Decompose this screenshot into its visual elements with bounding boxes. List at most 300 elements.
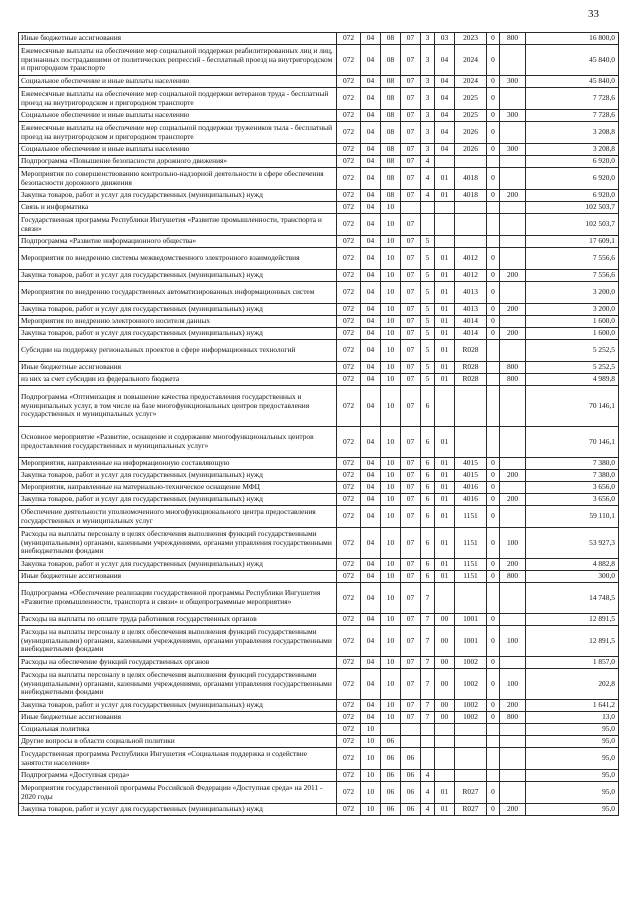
event-code-cell bbox=[435, 386, 455, 427]
program-code-cell: 06 bbox=[401, 804, 421, 816]
subsection-code-cell: 10 bbox=[381, 236, 401, 248]
program-code-cell: 07 bbox=[401, 657, 421, 669]
flag-code-cell: 0 bbox=[487, 88, 500, 110]
admin-code-cell: 072 bbox=[337, 45, 361, 76]
direction-code-cell: 2025 bbox=[455, 88, 487, 110]
program-code-cell: 07 bbox=[401, 156, 421, 168]
expense-type-cell bbox=[500, 156, 526, 168]
program-code-cell: 07 bbox=[401, 559, 421, 571]
direction-code-cell bbox=[455, 583, 487, 614]
direction-code-cell: 4013 bbox=[455, 304, 487, 316]
direction-code-cell: 4016 bbox=[455, 494, 487, 506]
flag-code-cell: 0 bbox=[487, 782, 500, 804]
expense-type-cell bbox=[500, 88, 526, 110]
event-code-cell: 01 bbox=[435, 559, 455, 571]
table-row bbox=[19, 482, 619, 494]
event-code-cell: 01 bbox=[435, 804, 455, 816]
expense-type-cell: 300 bbox=[500, 110, 526, 122]
section-code-cell: 04 bbox=[361, 282, 381, 304]
direction-code-cell: R028 bbox=[455, 374, 487, 386]
subsection-code-cell: 10 bbox=[381, 559, 401, 571]
direction-code-cell bbox=[455, 156, 487, 168]
amount-cell: 300,0 bbox=[526, 571, 619, 583]
program-code-cell bbox=[401, 736, 421, 748]
admin-code-cell: 072 bbox=[337, 340, 361, 362]
row-name-cell: Закупка товаров, работ и услуг для государственных (муниципальных) нужд bbox=[19, 328, 337, 340]
expense-type-cell: 300 bbox=[500, 76, 526, 88]
admin-code-cell: 072 bbox=[337, 626, 361, 657]
amount-cell: 4 989,8 bbox=[526, 374, 619, 386]
flag-code-cell bbox=[487, 748, 500, 770]
event-code-cell: 01 bbox=[435, 270, 455, 282]
section-code-cell: 04 bbox=[361, 45, 381, 76]
admin-code-cell: 072 bbox=[337, 427, 361, 458]
section-code-cell: 04 bbox=[361, 494, 381, 506]
section-code-cell: 04 bbox=[361, 458, 381, 470]
subprogram-code-cell: 7 bbox=[421, 712, 435, 724]
subprogram-code-cell: 6 bbox=[421, 470, 435, 482]
expense-type-cell: 300 bbox=[500, 144, 526, 156]
table-row bbox=[19, 427, 619, 458]
flag-code-cell bbox=[487, 770, 500, 782]
program-code-cell: 07 bbox=[401, 458, 421, 470]
program-code-cell: 07 bbox=[401, 282, 421, 304]
event-code-cell: 01 bbox=[435, 374, 455, 386]
event-code-cell: 00 bbox=[435, 700, 455, 712]
table-row bbox=[19, 770, 619, 782]
flag-code-cell: 0 bbox=[487, 528, 500, 559]
expense-type-cell: 800 bbox=[500, 33, 526, 45]
row-name-cell: Закупка товаров, работ и услуг для государственных (муниципальных) нужд bbox=[19, 470, 337, 482]
row-name-cell: Закупка товаров, работ и услуг для государственных (муниципальных) нужд bbox=[19, 270, 337, 282]
amount-cell: 6 920,0 bbox=[526, 156, 619, 168]
direction-code-cell: 4014 bbox=[455, 316, 487, 328]
amount-cell: 6 920,0 bbox=[526, 168, 619, 190]
row-name-cell: Мероприятия, направленные на информационную составляющую bbox=[19, 458, 337, 470]
section-code-cell: 04 bbox=[361, 33, 381, 45]
table-row bbox=[19, 316, 619, 328]
flag-code-cell bbox=[487, 583, 500, 614]
subprogram-code-cell: 6 bbox=[421, 458, 435, 470]
section-code-cell: 04 bbox=[361, 506, 381, 528]
section-code-cell: 04 bbox=[361, 427, 381, 458]
event-code-cell bbox=[435, 214, 455, 236]
direction-code-cell bbox=[455, 724, 487, 736]
amount-cell: 3 208,8 bbox=[526, 122, 619, 144]
direction-code-cell: 1001 bbox=[455, 614, 487, 626]
section-code-cell: 04 bbox=[361, 328, 381, 340]
expense-type-cell: 200 bbox=[500, 470, 526, 482]
subprogram-code-cell: 3 bbox=[421, 33, 435, 45]
table-row bbox=[19, 700, 619, 712]
direction-code-cell: R028 bbox=[455, 362, 487, 374]
section-code-cell: 04 bbox=[361, 190, 381, 202]
event-code-cell: 01 bbox=[435, 494, 455, 506]
table-row bbox=[19, 76, 619, 88]
subsection-code-cell: 10 bbox=[381, 700, 401, 712]
flag-code-cell: 0 bbox=[487, 270, 500, 282]
amount-cell: 1 600,0 bbox=[526, 328, 619, 340]
event-code-cell: 01 bbox=[435, 482, 455, 494]
flag-code-cell bbox=[487, 427, 500, 458]
admin-code-cell: 072 bbox=[337, 782, 361, 804]
direction-code-cell: 1001 bbox=[455, 626, 487, 657]
program-code-cell: 07 bbox=[401, 482, 421, 494]
row-name-cell: Связь и информатика bbox=[19, 202, 337, 214]
expense-type-cell bbox=[500, 202, 526, 214]
program-code-cell: 07 bbox=[401, 76, 421, 88]
subprogram-code-cell: 7 bbox=[421, 669, 435, 700]
admin-code-cell: 072 bbox=[337, 316, 361, 328]
admin-code-cell: 072 bbox=[337, 482, 361, 494]
section-code-cell: 04 bbox=[361, 657, 381, 669]
expense-type-cell: 100 bbox=[500, 528, 526, 559]
program-code-cell: 07 bbox=[401, 144, 421, 156]
section-code-cell: 04 bbox=[361, 712, 381, 724]
flag-code-cell: 0 bbox=[487, 657, 500, 669]
direction-code-cell bbox=[455, 770, 487, 782]
section-code-cell: 04 bbox=[361, 626, 381, 657]
event-code-cell bbox=[435, 748, 455, 770]
subsection-code-cell: 08 bbox=[381, 122, 401, 144]
direction-code-cell: R028 bbox=[455, 340, 487, 362]
amount-cell: 1 641,2 bbox=[526, 700, 619, 712]
admin-code-cell: 072 bbox=[337, 657, 361, 669]
event-code-cell: 01 bbox=[435, 168, 455, 190]
event-code-cell: 01 bbox=[435, 470, 455, 482]
section-code-cell: 10 bbox=[361, 736, 381, 748]
subprogram-code-cell: 7 bbox=[421, 700, 435, 712]
event-code-cell: 01 bbox=[435, 190, 455, 202]
subprogram-code-cell: 7 bbox=[421, 583, 435, 614]
table-row bbox=[19, 374, 619, 386]
section-code-cell: 04 bbox=[361, 270, 381, 282]
subsection-code-cell: 10 bbox=[381, 270, 401, 282]
direction-code-cell: 4015 bbox=[455, 470, 487, 482]
flag-code-cell: 0 bbox=[487, 76, 500, 88]
table-row bbox=[19, 528, 619, 559]
section-code-cell: 04 bbox=[361, 144, 381, 156]
row-name-cell: Социальная политика bbox=[19, 724, 337, 736]
direction-code-cell bbox=[455, 386, 487, 427]
admin-code-cell: 072 bbox=[337, 458, 361, 470]
table-row bbox=[19, 362, 619, 374]
event-code-cell: 01 bbox=[435, 782, 455, 804]
section-code-cell: 04 bbox=[361, 236, 381, 248]
flag-code-cell: 0 bbox=[487, 614, 500, 626]
program-code-cell: 06 bbox=[401, 782, 421, 804]
admin-code-cell: 072 bbox=[337, 282, 361, 304]
flag-code-cell: 0 bbox=[487, 248, 500, 270]
subprogram-code-cell: 6 bbox=[421, 506, 435, 528]
section-code-cell: 10 bbox=[361, 804, 381, 816]
program-code-cell: 07 bbox=[401, 248, 421, 270]
expense-type-cell bbox=[500, 427, 526, 458]
subprogram-code-cell: 6 bbox=[421, 482, 435, 494]
subsection-code-cell: 10 bbox=[381, 583, 401, 614]
section-code-cell: 04 bbox=[361, 583, 381, 614]
subsection-code-cell: 08 bbox=[381, 168, 401, 190]
flag-code-cell: 0 bbox=[487, 482, 500, 494]
program-code-cell: 07 bbox=[401, 88, 421, 110]
event-code-cell: 00 bbox=[435, 614, 455, 626]
direction-code-cell bbox=[455, 202, 487, 214]
expense-type-cell: 200 bbox=[500, 190, 526, 202]
row-name-cell: Иные бюджетные ассигнования bbox=[19, 571, 337, 583]
amount-cell: 7 556,6 bbox=[526, 248, 619, 270]
program-code-cell: 07 bbox=[401, 362, 421, 374]
amount-cell: 14 748,5 bbox=[526, 583, 619, 614]
row-name-cell: Социальное обеспечение и иные выплаты населению bbox=[19, 76, 337, 88]
subprogram-code-cell: 7 bbox=[421, 626, 435, 657]
direction-code-cell: 4018 bbox=[455, 168, 487, 190]
table-row bbox=[19, 236, 619, 248]
direction-code-cell: R027 bbox=[455, 782, 487, 804]
admin-code-cell: 072 bbox=[337, 669, 361, 700]
row-name-cell: Мероприятия по совершенствованию контрольно-надзорной деятельности в сфере обеспечения безопасности дорожного движения bbox=[19, 168, 337, 190]
subsection-code-cell: 10 bbox=[381, 470, 401, 482]
event-code-cell: 01 bbox=[435, 458, 455, 470]
subprogram-code-cell: 3 bbox=[421, 110, 435, 122]
program-code-cell: 07 bbox=[401, 122, 421, 144]
row-name-cell: Подпрограмма «Доступная среда» bbox=[19, 770, 337, 782]
section-code-cell: 10 bbox=[361, 724, 381, 736]
amount-cell: 16 800,0 bbox=[526, 33, 619, 45]
expense-type-cell bbox=[500, 340, 526, 362]
admin-code-cell: 072 bbox=[337, 270, 361, 282]
section-code-cell: 04 bbox=[361, 559, 381, 571]
section-code-cell: 04 bbox=[361, 122, 381, 144]
flag-code-cell: 0 bbox=[487, 168, 500, 190]
flag-code-cell: 0 bbox=[487, 804, 500, 816]
table-row bbox=[19, 657, 619, 669]
amount-cell: 17 609,1 bbox=[526, 236, 619, 248]
subprogram-code-cell: 5 bbox=[421, 248, 435, 270]
event-code-cell: 01 bbox=[435, 571, 455, 583]
admin-code-cell: 072 bbox=[337, 33, 361, 45]
program-code-cell: 07 bbox=[401, 190, 421, 202]
admin-code-cell: 072 bbox=[337, 190, 361, 202]
expense-type-cell bbox=[500, 657, 526, 669]
table-row bbox=[19, 736, 619, 748]
event-code-cell: 01 bbox=[435, 282, 455, 304]
row-name-cell: Расходы на выплаты персоналу в целях обеспечения выполнения функций государственными (муниципальными) органами, казенными учреждениями, органами управления государственными внебюджетными фондами bbox=[19, 626, 337, 657]
table-row bbox=[19, 506, 619, 528]
admin-code-cell: 072 bbox=[337, 236, 361, 248]
flag-code-cell bbox=[487, 386, 500, 427]
subprogram-code-cell: 6 bbox=[421, 494, 435, 506]
direction-code-cell: 2023 bbox=[455, 33, 487, 45]
section-code-cell: 04 bbox=[361, 214, 381, 236]
subsection-code-cell: 10 bbox=[381, 427, 401, 458]
event-code-cell: 01 bbox=[435, 528, 455, 559]
expense-type-cell bbox=[500, 122, 526, 144]
direction-code-cell: 2025 bbox=[455, 110, 487, 122]
direction-code-cell: 1002 bbox=[455, 657, 487, 669]
table-row bbox=[19, 122, 619, 144]
admin-code-cell: 072 bbox=[337, 122, 361, 144]
event-code-cell bbox=[435, 236, 455, 248]
subsection-code-cell: 08 bbox=[381, 144, 401, 156]
expense-type-cell bbox=[500, 770, 526, 782]
flag-code-cell: 0 bbox=[487, 506, 500, 528]
event-code-cell bbox=[435, 770, 455, 782]
event-code-cell: 01 bbox=[435, 340, 455, 362]
program-code-cell: 07 bbox=[401, 528, 421, 559]
section-code-cell: 04 bbox=[361, 76, 381, 88]
program-code-cell: 07 bbox=[401, 374, 421, 386]
expense-type-cell bbox=[500, 614, 526, 626]
program-code-cell: 07 bbox=[401, 236, 421, 248]
direction-code-cell: 1002 bbox=[455, 669, 487, 700]
subsection-code-cell: 10 bbox=[381, 614, 401, 626]
program-code-cell: 07 bbox=[401, 427, 421, 458]
subprogram-code-cell bbox=[421, 748, 435, 770]
amount-cell: 45 840,0 bbox=[526, 45, 619, 76]
subsection-code-cell: 10 bbox=[381, 340, 401, 362]
row-name-cell: Подпрограмма «Оптимизация и повышение качества предоставления государственных и муниципальных услуг, в том числе на базе многофункциональных центров предоставления государственных и муниципальных услуг» bbox=[19, 386, 337, 427]
flag-code-cell: 0 bbox=[487, 110, 500, 122]
table-row bbox=[19, 458, 619, 470]
subprogram-code-cell: 7 bbox=[421, 657, 435, 669]
amount-cell: 59 110,1 bbox=[526, 506, 619, 528]
event-code-cell: 04 bbox=[435, 122, 455, 144]
admin-code-cell: 072 bbox=[337, 168, 361, 190]
direction-code-cell: 2024 bbox=[455, 76, 487, 88]
budget-table bbox=[18, 32, 619, 816]
admin-code-cell: 072 bbox=[337, 202, 361, 214]
flag-code-cell: 0 bbox=[487, 282, 500, 304]
flag-code-cell: 0 bbox=[487, 470, 500, 482]
event-code-cell bbox=[435, 583, 455, 614]
direction-code-cell: R027 bbox=[455, 804, 487, 816]
row-name-cell: Ежемесячные выплаты на обеспечение мер социальной поддержки реабилитированных лиц и лиц, признанных пострадавшими от политических репрессий - бесплатный проезд на внутригородском и пригородном транспорте bbox=[19, 45, 337, 76]
row-name-cell: Подпрограмма «Развитие информационного общества» bbox=[19, 236, 337, 248]
expense-type-cell bbox=[500, 214, 526, 236]
table-row bbox=[19, 33, 619, 45]
table-row bbox=[19, 669, 619, 700]
row-name-cell: Закупка товаров, работ и услуг для государственных (муниципальных) нужд bbox=[19, 700, 337, 712]
event-code-cell: 01 bbox=[435, 248, 455, 270]
event-code-cell: 01 bbox=[435, 316, 455, 328]
section-code-cell: 04 bbox=[361, 614, 381, 626]
flag-code-cell: 0 bbox=[487, 33, 500, 45]
event-code-cell bbox=[435, 202, 455, 214]
amount-cell: 95,0 bbox=[526, 804, 619, 816]
direction-code-cell: 1151 bbox=[455, 571, 487, 583]
table-row bbox=[19, 110, 619, 122]
row-name-cell: Расходы на обеспечение функций государственных органов bbox=[19, 657, 337, 669]
direction-code-cell bbox=[455, 427, 487, 458]
admin-code-cell: 072 bbox=[337, 804, 361, 816]
table-row bbox=[19, 214, 619, 236]
expense-type-cell: 800 bbox=[500, 712, 526, 724]
expense-type-cell: 800 bbox=[500, 362, 526, 374]
event-code-cell: 01 bbox=[435, 328, 455, 340]
flag-code-cell bbox=[487, 156, 500, 168]
expense-type-cell bbox=[500, 236, 526, 248]
program-code-cell: 07 bbox=[401, 614, 421, 626]
direction-code-cell: 1002 bbox=[455, 712, 487, 724]
subprogram-code-cell: 4 bbox=[421, 168, 435, 190]
section-code-cell: 04 bbox=[361, 110, 381, 122]
amount-cell: 3 200,0 bbox=[526, 304, 619, 316]
amount-cell: 70 146,1 bbox=[526, 427, 619, 458]
flag-code-cell bbox=[487, 340, 500, 362]
table-row bbox=[19, 270, 619, 282]
row-name-cell: Закупка товаров, работ и услуг для государственных (муниципальных) нужд bbox=[19, 804, 337, 816]
admin-code-cell: 072 bbox=[337, 571, 361, 583]
admin-code-cell: 072 bbox=[337, 470, 361, 482]
event-code-cell: 01 bbox=[435, 506, 455, 528]
admin-code-cell: 072 bbox=[337, 156, 361, 168]
event-code-cell: 00 bbox=[435, 712, 455, 724]
row-name-cell: Обеспечение деятельности уполномоченного многофункционального центра предоставления государственных и муниципальных услуг bbox=[19, 506, 337, 528]
amount-cell: 12 891,5 bbox=[526, 614, 619, 626]
program-code-cell: 07 bbox=[401, 110, 421, 122]
subsection-code-cell: 08 bbox=[381, 76, 401, 88]
row-name-cell: Мероприятия по внедрению государственных автоматизированных информационных систем bbox=[19, 282, 337, 304]
subsection-code-cell: 06 bbox=[381, 770, 401, 782]
direction-code-cell bbox=[455, 236, 487, 248]
amount-cell: 13,0 bbox=[526, 712, 619, 724]
event-code-cell: 04 bbox=[435, 110, 455, 122]
flag-code-cell bbox=[487, 202, 500, 214]
row-name-cell: Социальное обеспечение и иные выплаты населению bbox=[19, 144, 337, 156]
admin-code-cell: 072 bbox=[337, 362, 361, 374]
subsection-code-cell: 06 bbox=[381, 804, 401, 816]
admin-code-cell: 072 bbox=[337, 583, 361, 614]
admin-code-cell: 072 bbox=[337, 214, 361, 236]
table-row bbox=[19, 202, 619, 214]
expense-type-cell bbox=[500, 724, 526, 736]
admin-code-cell: 072 bbox=[337, 494, 361, 506]
event-code-cell: 00 bbox=[435, 669, 455, 700]
row-name-cell: Основное мероприятие «Развитие, оснащение и содержание многофункциональных центров предоставления государственных и муниципальных услуг» bbox=[19, 427, 337, 458]
subsection-code-cell: 10 bbox=[381, 282, 401, 304]
expense-type-cell bbox=[500, 458, 526, 470]
table-row bbox=[19, 282, 619, 304]
row-name-cell: Расходы на выплаты по оплате труда работников государственных органов bbox=[19, 614, 337, 626]
amount-cell: 95,0 bbox=[526, 770, 619, 782]
subprogram-code-cell bbox=[421, 736, 435, 748]
expense-type-cell: 800 bbox=[500, 374, 526, 386]
event-code-cell: 04 bbox=[435, 45, 455, 76]
expense-type-cell bbox=[500, 736, 526, 748]
row-name-cell: Подпрограмма «Обеспечение реализации государственной программы Республики Ингушетия «Развитие промышленности, транспорта и связи» и общепрограммные мероприятия» bbox=[19, 583, 337, 614]
expense-type-cell: 100 bbox=[500, 669, 526, 700]
section-code-cell: 04 bbox=[361, 316, 381, 328]
direction-code-cell bbox=[455, 736, 487, 748]
expense-type-cell bbox=[500, 282, 526, 304]
table-row bbox=[19, 470, 619, 482]
subprogram-code-cell: 3 bbox=[421, 45, 435, 76]
flag-code-cell bbox=[487, 236, 500, 248]
subprogram-code-cell: 3 bbox=[421, 76, 435, 88]
amount-cell: 3 200,0 bbox=[526, 282, 619, 304]
table-row bbox=[19, 712, 619, 724]
flag-code-cell: 0 bbox=[487, 304, 500, 316]
row-name-cell: Другие вопросы в области социальной политики bbox=[19, 736, 337, 748]
direction-code-cell: 2024 bbox=[455, 45, 487, 76]
admin-code-cell: 072 bbox=[337, 248, 361, 270]
table-row bbox=[19, 782, 619, 804]
subsection-code-cell: 10 bbox=[381, 571, 401, 583]
event-code-cell: 00 bbox=[435, 626, 455, 657]
flag-code-cell: 0 bbox=[487, 712, 500, 724]
row-name-cell: Мероприятия государственной программы Российской Федерации «Доступная среда» на 2011 - 2020 годы bbox=[19, 782, 337, 804]
program-code-cell: 07 bbox=[401, 506, 421, 528]
